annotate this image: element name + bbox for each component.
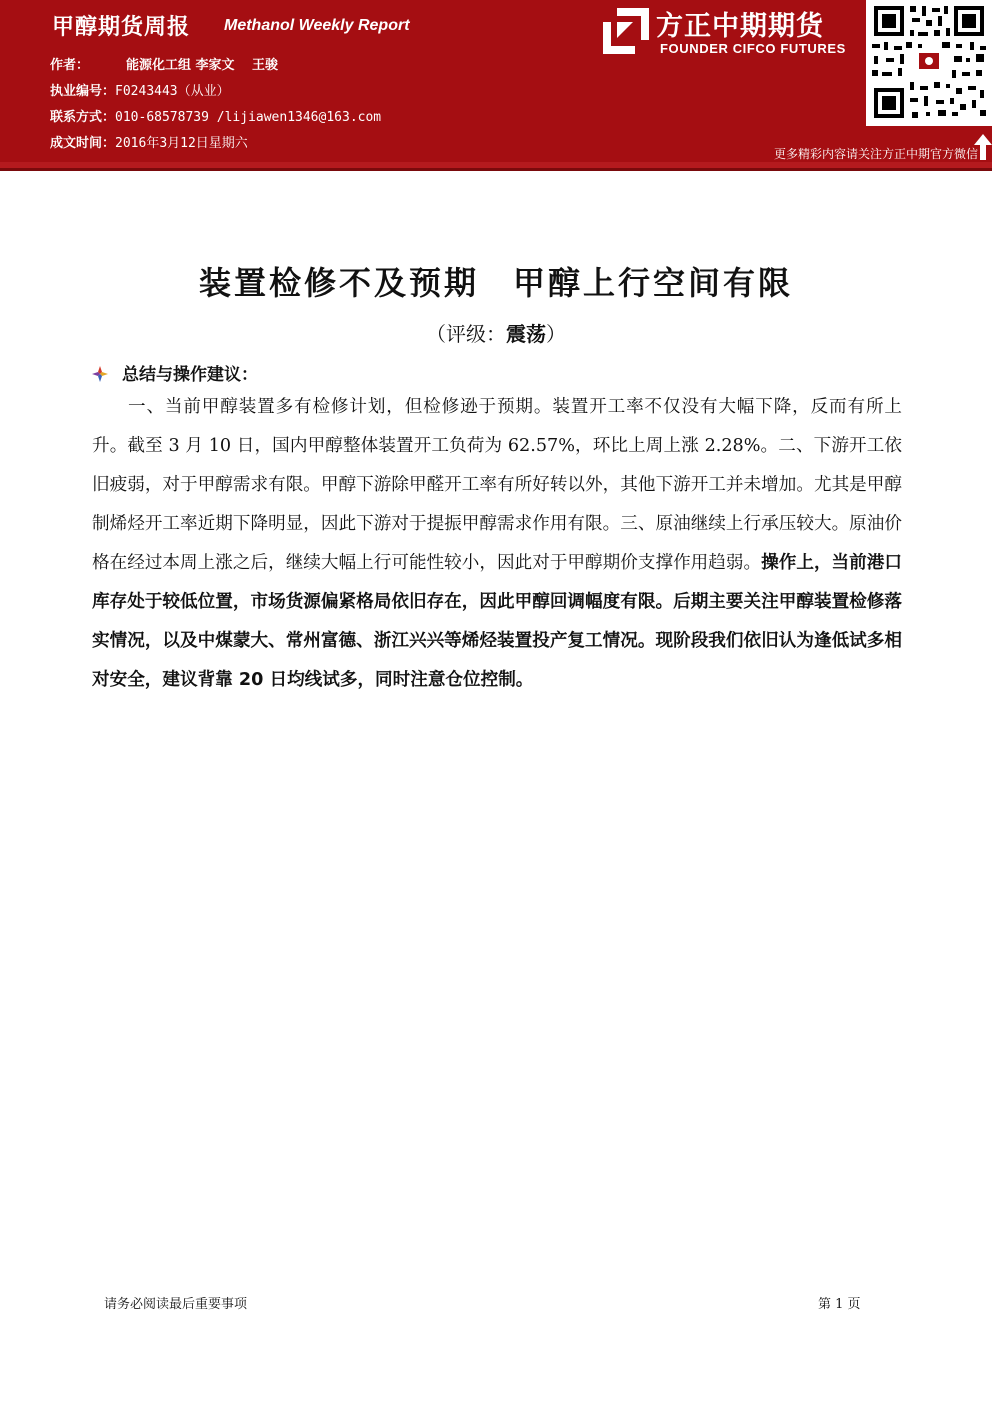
footer-notice: 请务必阅读最后重要事项 [104,1297,248,1312]
contact-row [50,106,381,125]
rating-value: 震荡 [506,322,546,346]
license-label: 执业编号： [50,84,116,99]
report-title-en: Methanol Weekly Report [224,17,410,34]
bullet-icon [92,366,108,382]
license-row [50,80,230,99]
follow-wechat-text: 更多精彩内容请关注方正中期官方微信 [773,147,978,161]
author-value: 能源化工组 李家文 王骏 [126,58,279,73]
logo-text-cn: 方正中期期货 [656,11,824,42]
section-heading [92,360,258,385]
page-title [0,258,992,304]
section-heading-text: 总结与操作建议： [122,365,258,385]
logo-text-en: FOUNDER CIFCO FUTURES [660,41,846,56]
date-row [50,132,248,151]
header-divider-dark [0,168,992,171]
title-part-2: 甲醇上行空间有限 [513,264,794,302]
author-row [50,54,278,73]
date-value: 2016年3月12日星期六 [115,136,248,151]
contact-label: 联系方式： [50,110,116,125]
license-value: F0243443（从业） [115,84,230,99]
rating-close: ） [546,322,566,346]
rating-open: （评级： [426,322,506,346]
paragraph-normal-text: 一、当前甲醇装置多有检修计划，但检修逊于预期。装置开工率不仅没有大幅下降，反而有所上升。截至 3 月 10 日，国内甲醇整体装置开工负荷为 62.57%，环比上周上涨 2.28%。二、下游开工依旧疲弱，对于甲醇需求有限。甲醇下游除甲醛开工率有所好转以外，其他下游开工并未增加。尤其是甲醇制烯烃开工率近期下降明显，因此下游对于提振甲醇需求作用有限。三、原油继续上行承压较大。原油价格在经过本周上涨之后，继续大幅上行可能性较小，因此对于甲醇期价支撑作用趋弱。 [92,397,902,573]
rating-line [0,318,992,347]
title-part-1: 装置检修不及预期 [198,264,479,302]
qr-code-icon [866,0,992,126]
date-label: 成文时间： [50,136,116,151]
summary-paragraph [92,388,902,700]
page-number: 第 1 页 [818,1297,861,1312]
contact-value: 010-68578739 /lijiawen1346@163.com [115,110,382,125]
paragraph-bold-text: 操作上，当前港口库存处于较低位置，市场货源偏紧格局依旧存在，因此甲醇回调幅度有限。后期主要关注甲醇装置检修落实情况，以及中煤蒙大、常州富德、浙江兴兴等烯烃装置投产复工情况。现阶段我们依旧认为逢低试多相对安全，建议背靠 20 日均线试多，同时注意仓位控制。 [92,553,902,690]
author-label: 作者： [50,58,90,73]
report-title-cn: 甲醇期货周报 [52,15,191,40]
logo-icon [603,8,649,54]
